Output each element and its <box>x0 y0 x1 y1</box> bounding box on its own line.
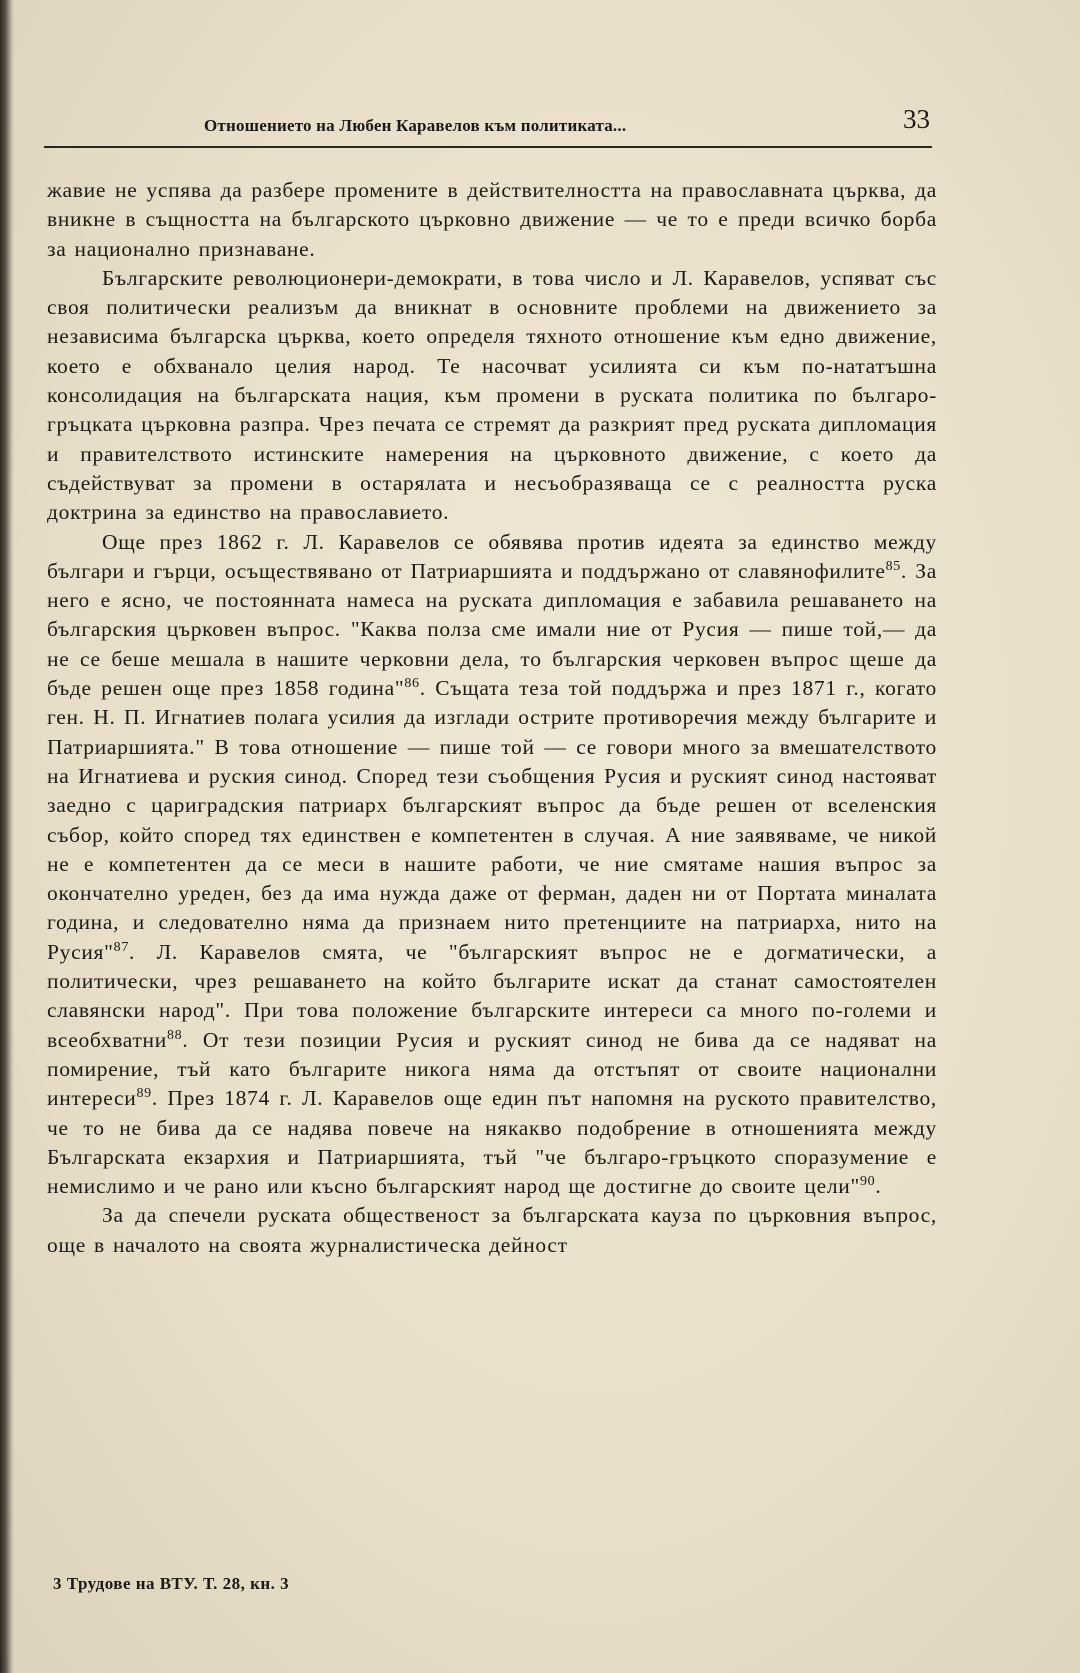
page-number: 33 <box>903 104 930 134</box>
paragraph-2: Българските революционери-демократи, в това число и Л. Каравелов, успяват със своя политически реализъм да вникнат в основните проблеми на движението за независима българска църква, което определя тяхното отношение към едно движение, което е обхванало целия народ. Те насочват усилията си към по-нататъшна консолидация на българската нация, към промени в руската политика по българо-гръцката църковна разпра. Чрез печата се стремят да разкрият пред руската дипломация и правителството истинските намерения на църковното движение, с което да съдействуват за промени в остарялата и несъобразяваща се с реалността руска доктрина за единство на православието. <box>47 265 937 525</box>
text-segment: . През 1874 г. Л. Каравелов още един път напомня на руското правителство, че то не бива да се надява повече на някакво подобрение в отношенията между Българската екзархия и Патриаршията, тъй "че българо-гръцкото споразумение е немислимо и че рано или късно българският народ ще достигне до своите цели" <box>47 1086 937 1199</box>
paragraph-1: жавие не успява да разбере промените в действителността на православната църква, да вникне в същността на българското църковно движение — че то е преди всичко борба за национално признаване. <box>47 178 937 261</box>
text-segment: . <box>875 1174 882 1199</box>
footnote-ref-88: 88 <box>166 1027 183 1043</box>
paragraph-3 <box>47 528 937 1202</box>
text-segment: . Л. Каравелов смята, че "българският въпрос не е догматически, а политически, чрез решаването на който българите искат да станат самостоятелен славянски народ". При това положение българските интереси са много по-големи и всеобхватни <box>47 939 937 1052</box>
text-segment: . Същата теза той поддържа и през 1871 г., когато ген. Н. П. Игнатиев полага усилия да изглади острите противоречия между българите и Патриаршията." В това отношение — пише той — се говори много за вмешателството на Игнатиева и руския синод. Според тези съобщения Русия и руският синод настояват заедно с цариградския патриарх българският въпрос да бъде решен от вселенския събор, който според тях единствен е компетентен в случая. А ние заявяваме, че никой не е компетентен да се меси в нашите работи, че ние смятаме нашия въпрос за окончателно уреден, без да има нужда даже от ферман, даден ни от Портата миналата година, и следователно няма да признаем нито претенциите на патриарха, нито на Русия" <box>47 676 938 964</box>
footnote-ref-86: 86 <box>404 675 420 691</box>
footnote-ref-90: 90 <box>859 1173 876 1189</box>
running-title: Отношението на Любен Каравелов към политиката... <box>204 116 627 135</box>
paragraph-4: За да спечели руската общественост за българската кауза по църковния въпрос, още в началото на своята журналистическа дейност <box>47 1203 937 1257</box>
book-spine-shadow <box>0 0 14 1673</box>
footnote-ref-89: 89 <box>136 1086 152 1102</box>
text-segment: Още през 1862 г. Л. Каравелов се обявява против идеята за единство между българи и гърци, осъществявано от Патриаршията и поддържано от славянофилите <box>47 529 937 583</box>
footnote-ref-87: 87 <box>113 939 130 955</box>
page-footer: 3 Трудове на ВТУ. Т. 28, кн. 3 <box>53 1574 290 1593</box>
footnote-ref-85: 85 <box>885 558 901 574</box>
text-segment: . От тези позиции Русия и руският синод не бива да се надяват на помирение, тъй като българите никога няма да отстъпят от своите национални интереси <box>47 1027 937 1111</box>
body-text <box>47 176 937 1260</box>
page-header <box>44 104 932 148</box>
text-segment: . За него е ясно, че постоянната намеса на руската дипломация е забавила решаването на българския църковен въпрос. "Каква полза сме имали ние от Русия — пише той,— да не се беше мешала в нашите черковни дела, то българския черковен въпрос щеше да бъде решен още през 1858 година" <box>47 558 937 701</box>
